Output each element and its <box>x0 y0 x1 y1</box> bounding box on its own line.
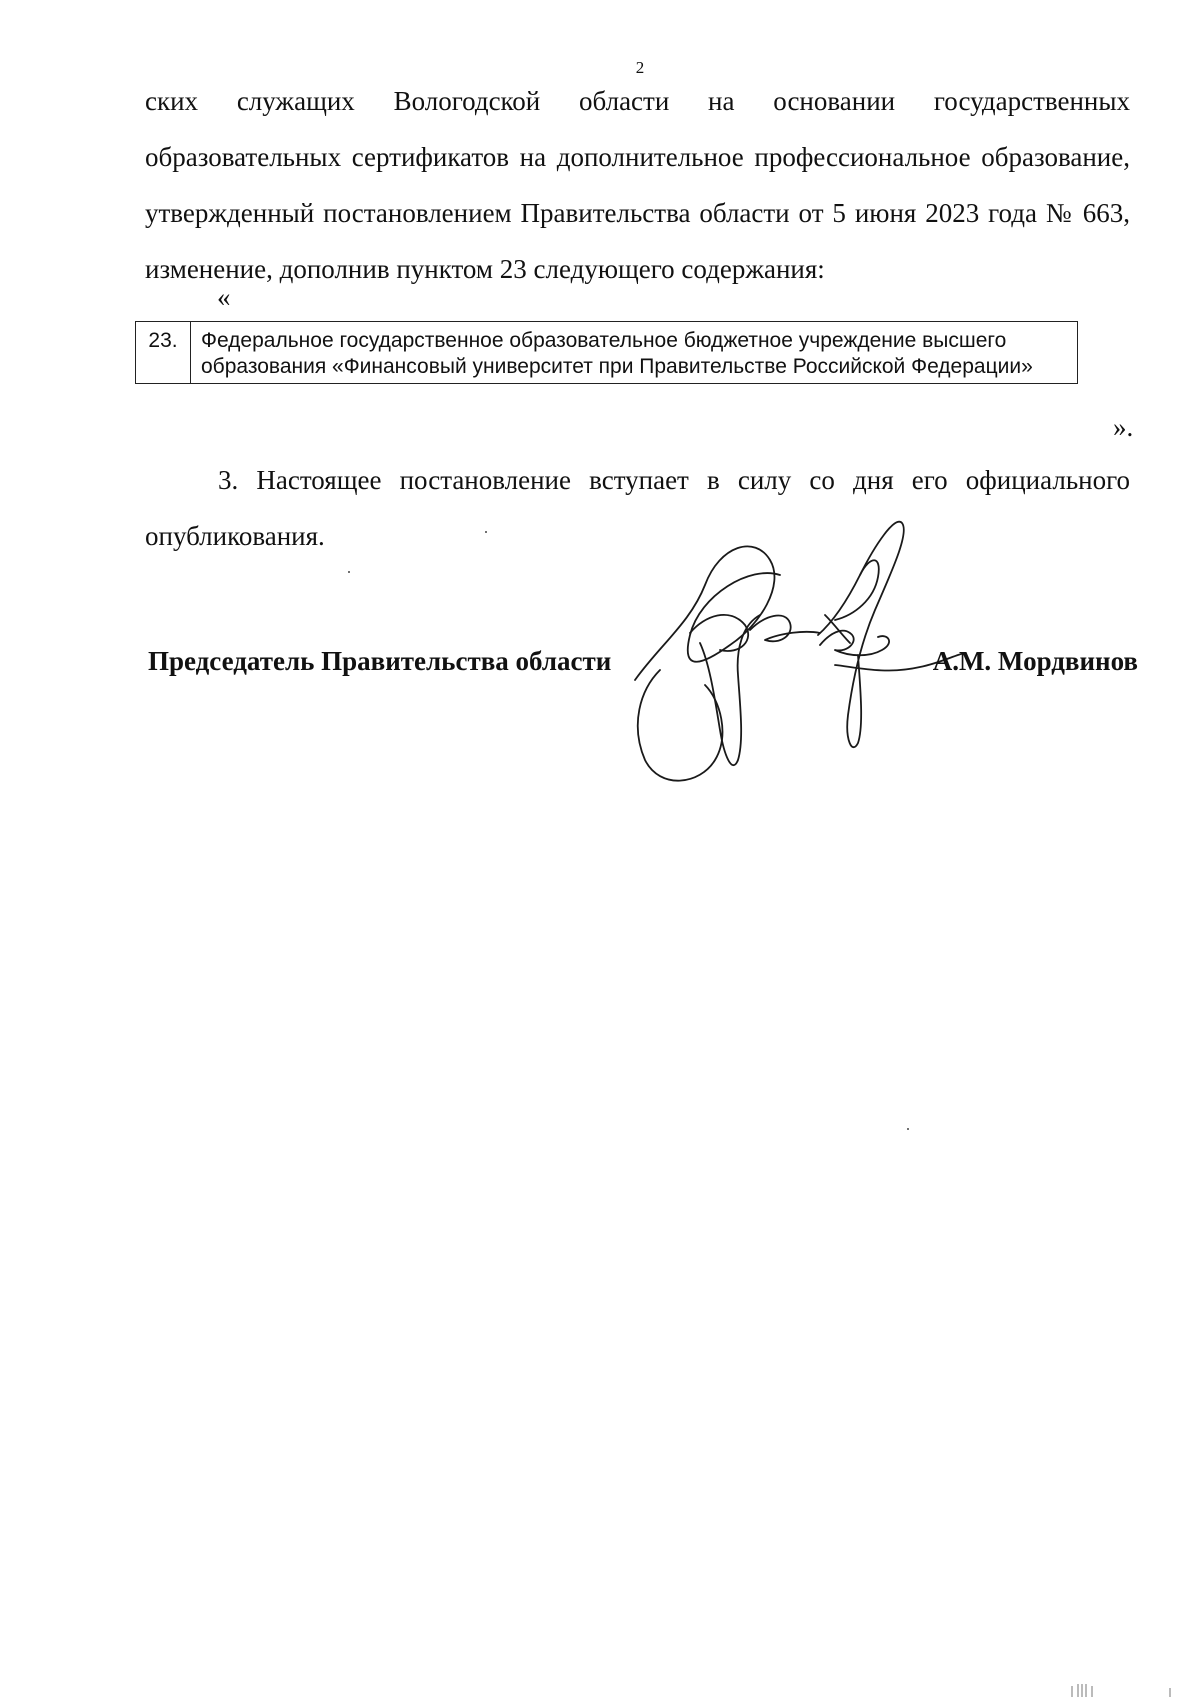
body-paragraph-continuation: ских служащих Вологодской области на основании государственных образовательных сертификатов на дополнительное профессиональное образование, утвержденный постановлением Правительства области от 5 июня 2023 года № 663, изменение, дополнив пунктом 23 следующего содержания: <box>145 86 1130 284</box>
item-text-cell: Федеральное государственное образовательное бюджетное учреждение высшего образования «Финансовый университет при Правительстве Российской Федерации» <box>191 322 1078 384</box>
scan-speck <box>485 531 487 533</box>
body-paragraph-3: 3. Настоящее постановление вступает в силу со дня его официального опубликования. <box>145 465 1130 551</box>
scan-edge-marks <box>1068 1680 1178 1697</box>
quote-close-mark: ». <box>1113 412 1134 442</box>
scan-speck <box>348 571 350 573</box>
item-number-cell: 23. <box>136 322 191 384</box>
signer-name: А.М. Мордвинов <box>932 646 1138 676</box>
table-row <box>136 322 1078 384</box>
quote-open-mark: « <box>217 282 231 312</box>
scan-speck <box>907 1128 909 1130</box>
signer-position: Председатель Правительства области <box>148 646 612 676</box>
inserted-item-table <box>135 321 1078 384</box>
handwritten-signature <box>620 515 980 795</box>
page-number: 2 <box>635 58 645 77</box>
